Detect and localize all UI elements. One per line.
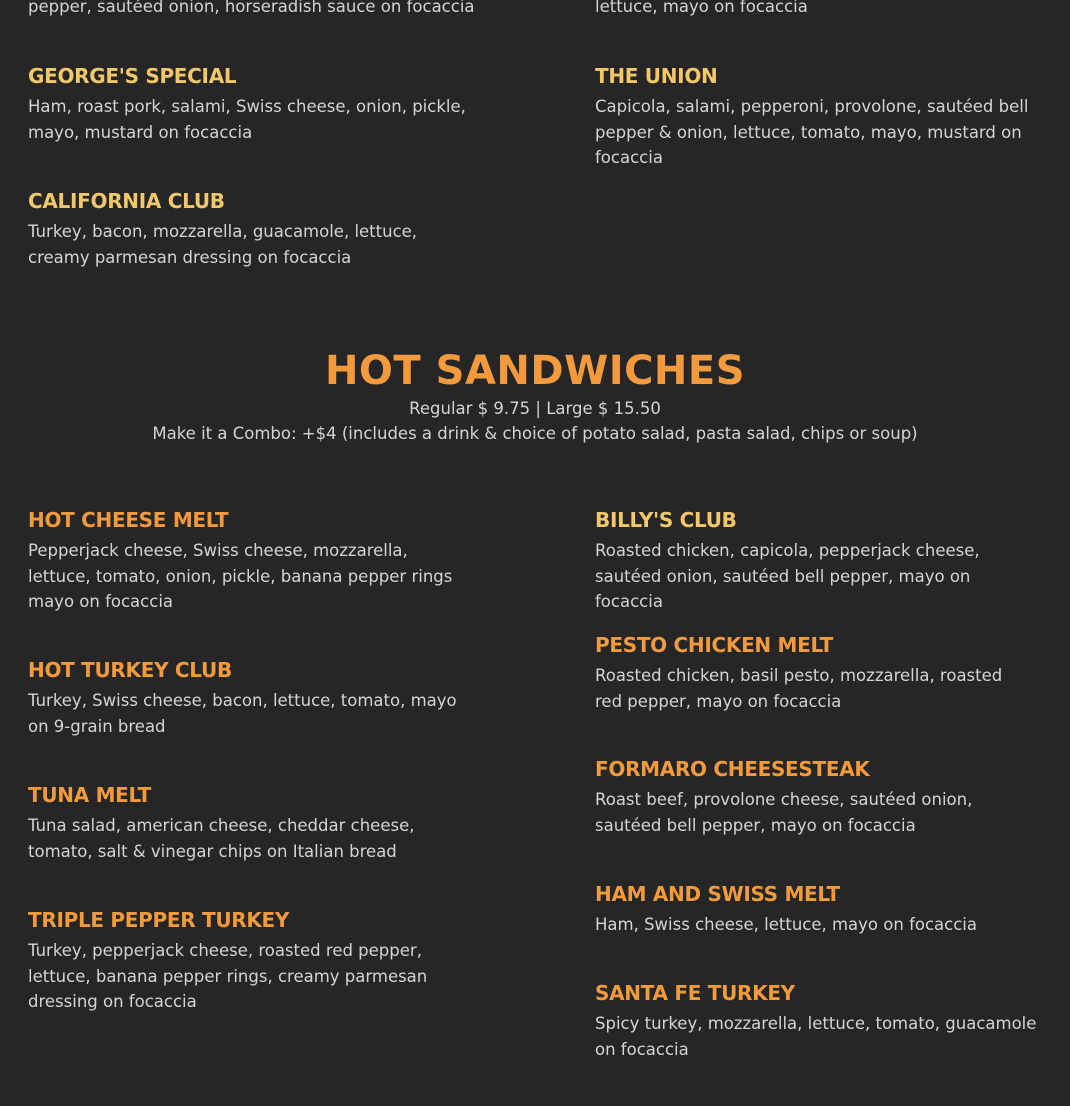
item-name: TUNA MELT [28,783,152,807]
menu-item-formaro-cheesesteak [595,757,1040,838]
item-description: Tuna salad, american cheese, cheddar cheese, tomato, salt & vinegar chips on Italian bread [28,816,415,861]
menu-item-partial-left [28,0,478,20]
section-title: HOT SANDWICHES [324,348,746,394]
section-combo-note: Make it a Combo: +$4 (includes a drink & choice of potato salad, pasta salad, chips or soup) [152,424,918,443]
item-description: Turkey, pepperjack cheese, roasted red pepper, lettuce, banana pepper rings, creamy parmesan dressing on focaccia [28,941,428,1011]
menu-item-santa-fe-turkey [595,981,1040,1062]
item-description: pepper, sautéed onion, horseradish sauce on focaccia [28,0,475,16]
item-name: HAM AND SWISS MELT [595,882,840,906]
item-description: lettuce, mayo on focaccia [595,0,808,16]
item-name: TRIPLE PEPPER TURKEY [28,908,290,932]
item-name: SANTA FE TURKEY [595,981,795,1005]
item-description: Spicy turkey, mozzarella, lettuce, tomato, guacamole on focaccia [595,1014,1037,1059]
item-name: PESTO CHICKEN MELT [595,633,833,657]
item-description: Pepperjack cheese, Swiss cheese, mozzarella, lettuce, tomato, onion, pickle, banana pepper rings mayo on focaccia [28,541,453,611]
item-name: HOT TURKEY CLUB [28,658,232,682]
item-name: BILLY'S CLUB [595,508,737,532]
item-description: Ham, Swiss cheese, lettuce, mayo on focaccia [595,915,977,934]
item-name: GEORGE'S SPECIAL [28,64,237,88]
menu-item-hot-turkey-club [28,658,478,739]
item-description: Ham, roast pork, salami, Swiss cheese, onion, pickle, mayo, mustard on focaccia [28,97,466,142]
menu-item-hot-cheese-melt [28,508,458,615]
menu-item-ham-and-swiss-melt [595,882,1025,938]
item-description: Roasted chicken, capicola, pepperjack cheese, sautéed onion, sautéed bell pepper, mayo on focaccia [595,541,980,611]
item-name: CALIFORNIA CLUB [28,189,225,213]
menu-item-the-union [595,64,1040,171]
menu-item-billys-club [595,508,1025,615]
menu-item-pesto-chicken-melt [595,633,1025,714]
item-name: FORMARO CHEESESTEAK [595,757,870,781]
menu-item-triple-pepper-turkey [28,908,458,1015]
item-description: Roast beef, provolone cheese, sautéed onion, sautéed bell pepper, mayo on focaccia [595,790,973,835]
menu-item-georges-special [28,64,478,145]
item-description: Roasted chicken, basil pesto, mozzarella, roasted red pepper, mayo on focaccia [595,666,1003,711]
item-description: Turkey, Swiss cheese, bacon, lettuce, tomato, mayo on 9-grain bread [28,691,457,736]
item-description: Capicola, salami, pepperoni, provolone, sautéed bell pepper & onion, lettuce, tomato, mayo, mustard on focaccia [595,97,1029,167]
menu-item-partial-right [595,0,1040,20]
item-name: HOT CHEESE MELT [28,508,229,532]
item-name: THE UNION [595,64,718,88]
item-description: Turkey, bacon, mozzarella, guacamole, lettuce, creamy parmesan dressing on focaccia [28,222,418,267]
menu-item-california-club [28,189,458,270]
menu-item-tuna-melt [28,783,458,864]
section-price: Regular $ 9.75 | Large $ 15.50 [409,399,661,418]
